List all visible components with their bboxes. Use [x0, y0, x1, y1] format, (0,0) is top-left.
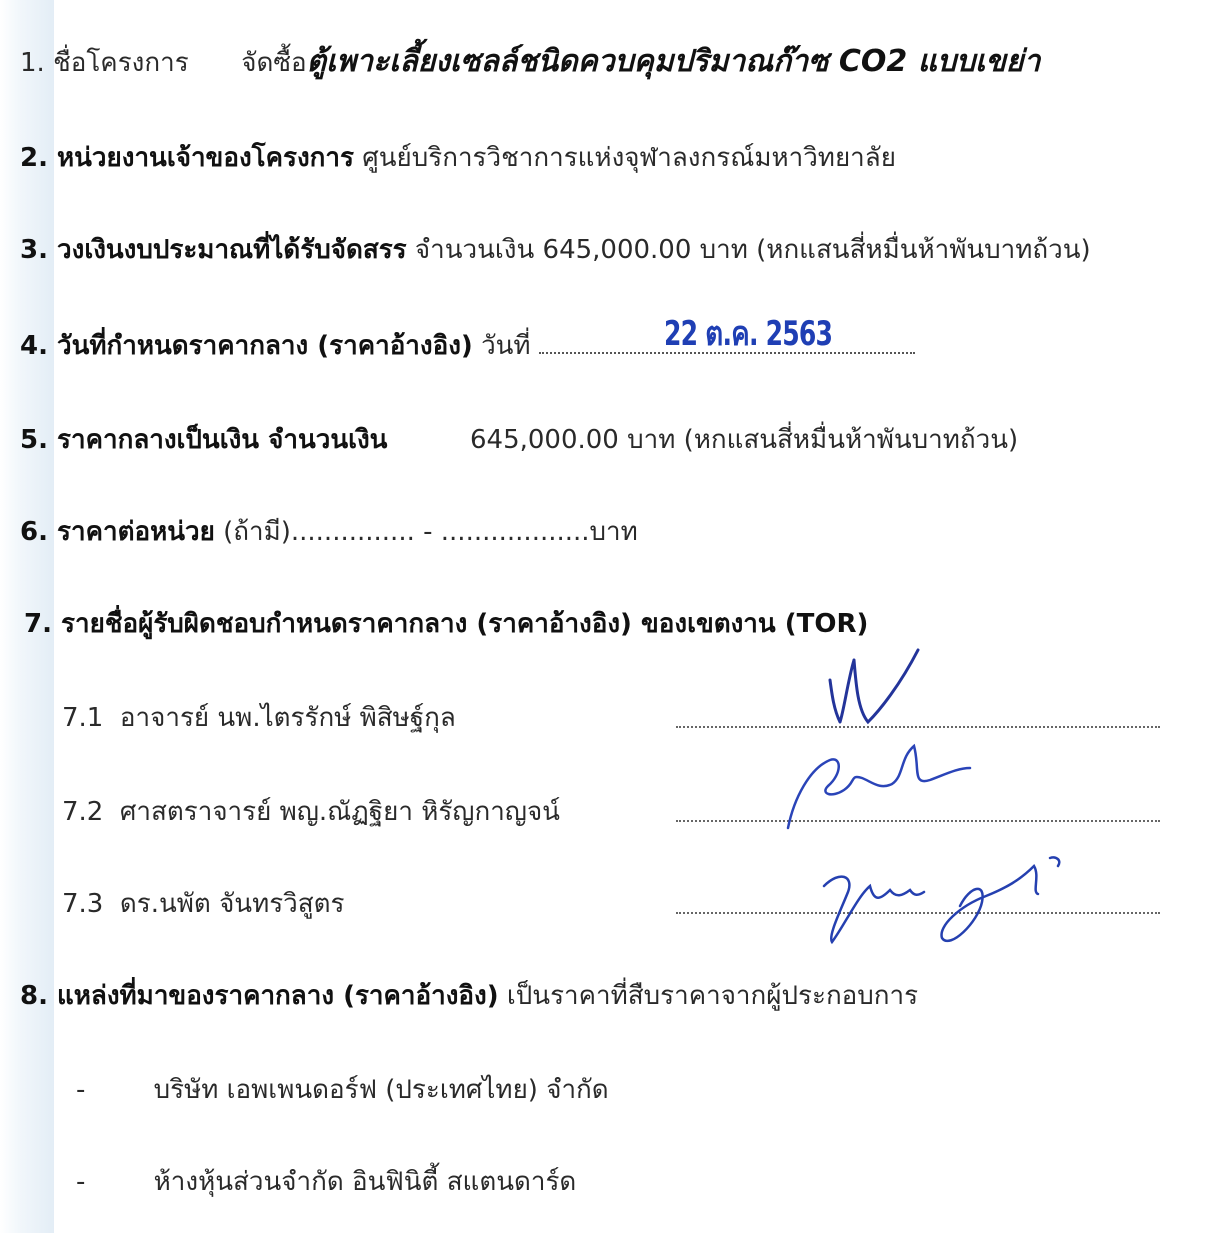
bullet: -	[76, 1075, 86, 1105]
owner-label: 2. หน่วยงานเจ้าของโครงการ	[20, 143, 354, 173]
budget-label: 3. วงเงินงบประมาณที่ได้รับจัดสรร	[20, 235, 407, 265]
responsible-heading: 7. รายชื่อผู้รับผิดชอบกำหนดราคากลาง (ราคาอ้างอิง) ของเขตงาน (TOR)	[24, 609, 869, 639]
responsible-member-3	[62, 886, 345, 922]
signature-3	[810, 846, 1070, 956]
member-number: 7.1	[62, 703, 104, 733]
median-price-label: 5. ราคากลางเป็นเงิน จำนวนเงิน	[20, 425, 388, 455]
member-name: อาจารย์ นพ.ไตรรักษ์ พิสิษฐ์กุล	[119, 703, 456, 733]
unit-price-note: (ถ้ามี)	[223, 517, 291, 547]
owner-value: ศูนย์บริการวิชาการแห่งจุฬาลงกรณ์มหาวิทยาลัย	[362, 143, 896, 173]
unit-price-dots-1: ...............	[290, 517, 415, 547]
median-price-value: 645,000.00 บาท (หกแสนสี่หมื่นห้าพันบาทถ้วน)	[469, 425, 1019, 455]
reference-date-label: 4. วันที่กำหนดราคากลาง (ราคาอ้างอิง)	[20, 331, 473, 361]
signature-2	[780, 728, 980, 838]
member-number: 7.2	[62, 797, 104, 827]
unit-price-dots-2: ..................	[440, 517, 590, 547]
project-name-row	[20, 44, 1040, 81]
unit-price-row	[20, 514, 638, 550]
unit-price-unit: บาท	[589, 517, 638, 547]
member-name: ดร.นพัต จันทรวิสูตร	[119, 889, 345, 919]
budget-row	[20, 232, 1091, 268]
stamped-date: 22 ต.ค. 2563	[664, 314, 833, 354]
responsible-member-2	[62, 794, 560, 830]
bullet: -	[76, 1167, 86, 1197]
reference-date-prefix: วันที่	[481, 331, 531, 361]
source-item-2	[76, 1164, 576, 1200]
source-name: ห้างหุ้นส่วนจำกัด อินฟินิตี้ สแตนดาร์ด	[153, 1167, 577, 1197]
unit-price-label: 6. ราคาต่อหน่วย	[20, 517, 215, 547]
member-number: 7.3	[62, 889, 104, 919]
project-name-label: 1. ชื่อโครงการ	[20, 48, 189, 78]
price-source-value: เป็นราคาที่สืบราคาจากผู้ประกอบการ	[506, 981, 919, 1011]
member-name: ศาสตราจารย์ พญ.ณัฏฐิยา หิรัญกาญจน์	[119, 797, 560, 827]
median-price-row	[20, 422, 1018, 458]
source-item-1	[76, 1072, 609, 1108]
price-source-row	[20, 978, 918, 1014]
project-name-prefix: จัดซื้อ	[241, 48, 307, 78]
price-source-label: 8. แหล่งที่มาของราคากลาง (ราคาอ้างอิง)	[20, 981, 499, 1011]
signature-1	[810, 640, 930, 740]
owner-row	[20, 140, 896, 176]
source-name: บริษัท เอพเพนดอร์ฟ (ประเทศไทย) จำกัด	[153, 1075, 609, 1105]
responsible-member-1	[62, 700, 456, 736]
project-name-value: ตู้เพาะเลี้ยงเซลล์ชนิดควบคุมปริมาณก๊าซ CO2 แบบเขย่า	[306, 44, 1041, 79]
unit-price-separator: -	[414, 517, 441, 547]
budget-value: จำนวนเงิน 645,000.00 บาท (หกแสนสี่หมื่นห้าพันบาทถ้วน)	[414, 235, 1091, 265]
